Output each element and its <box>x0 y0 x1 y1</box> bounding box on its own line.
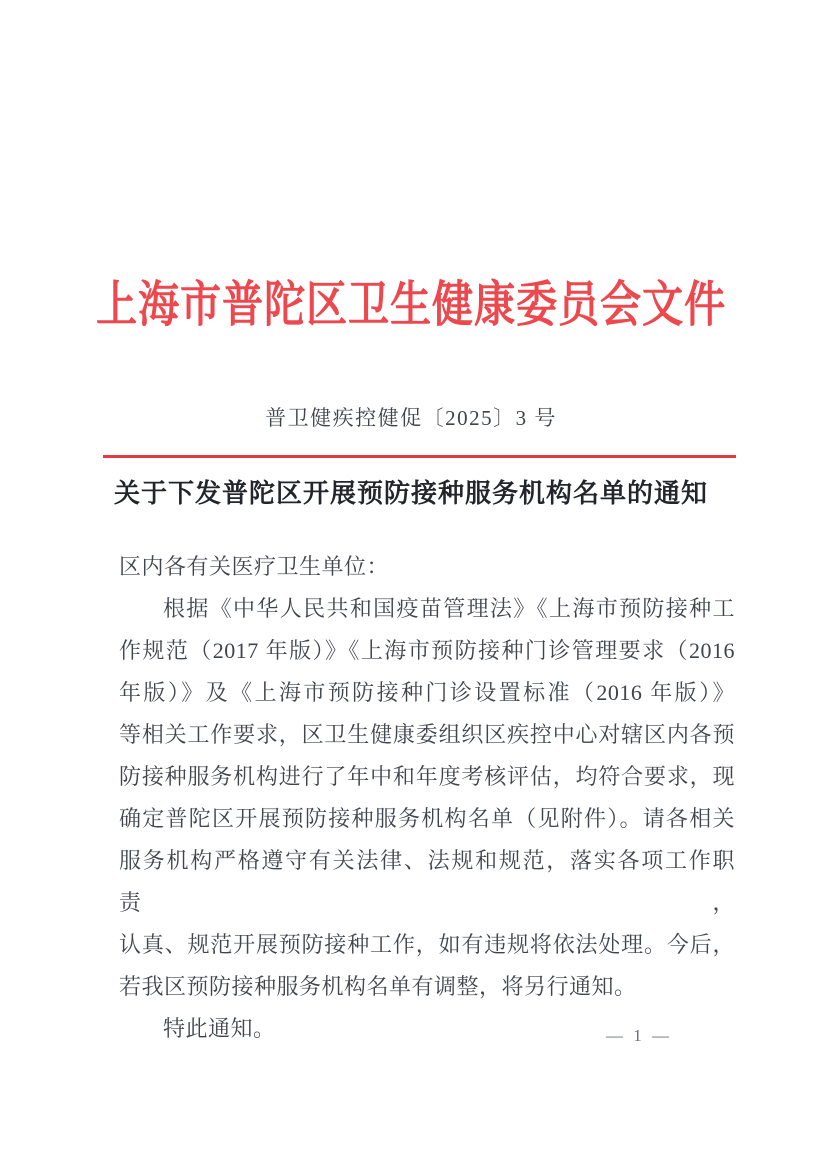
body-line: 服务机构严格遵守有关法律、法规和规范，落实各项工作职责， <box>119 848 735 915</box>
document-body <box>119 546 735 1050</box>
body-line: 根据《中华人民共和国疫苗管理法》《上海市预防接种工 <box>163 596 735 621</box>
body-line: 特此通知。 <box>163 1016 276 1041</box>
page-number: — 1 — <box>606 1026 672 1045</box>
body-line: 防接种服务机构进行了年中和年度考核评估，均符合要求，现 <box>119 764 735 789</box>
red-divider-rule <box>103 455 736 458</box>
document-subject-title: 关于下发普陀区开展预防接种服务机构名单的通知 <box>113 478 708 508</box>
body-line: 作规范（2017 年版）》《上海市预防接种门诊管理要求（2016 <box>119 638 735 663</box>
body-line: 区内各有关医疗卫生单位： <box>119 554 390 579</box>
body-line: 确定普陀区开展预防接种服务机构名单（见附件）。请各相关 <box>119 806 735 831</box>
document-number: 普卫健疾控健促〔2025〕3 号 <box>265 406 557 430</box>
body-line: 年版）》及《上海市预防接种门诊设置标准（2016 年版）》 <box>119 680 735 705</box>
document-header-title: 上海市普陀区卫生健康委员会文件 <box>95 277 727 332</box>
body-line: 认真、规范开展预防接种工作，如有违规将依法处理。今后， <box>119 932 735 957</box>
body-line: 若我区预防接种服务机构名单有调整，将另行通知。 <box>119 974 637 999</box>
body-line: 等相关工作要求，区卫生健康委组织区疾控中心对辖区内各预 <box>119 722 735 747</box>
